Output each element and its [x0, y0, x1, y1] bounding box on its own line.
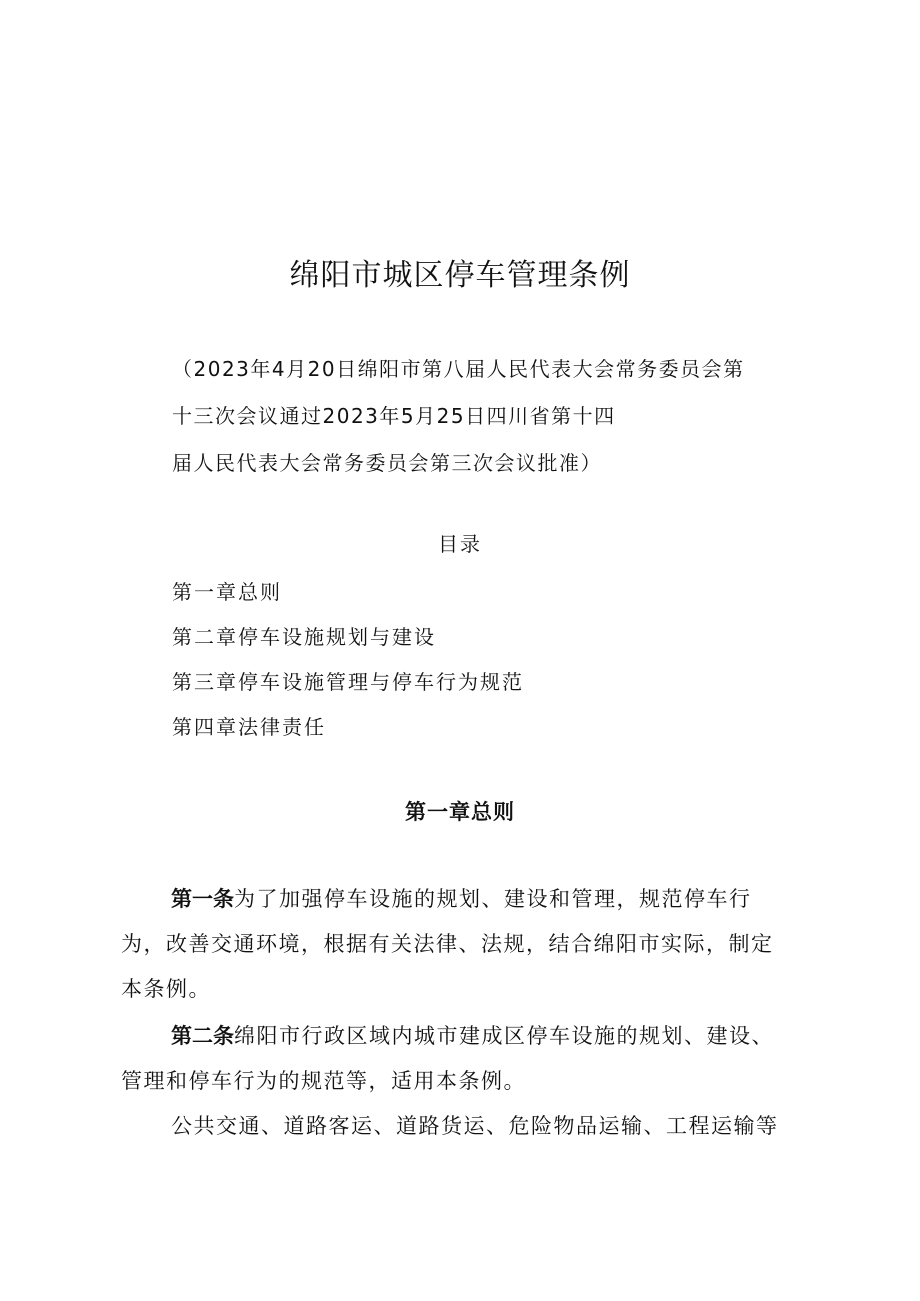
toc-item-chapter-2: 第二章停车设施规划与建设 [172, 625, 436, 649]
article-2 [121, 1014, 801, 1104]
article-line: 为，改善交通环境，根据有关法律、法规，结合绵阳市实际，制定 [121, 932, 774, 956]
toc-item-chapter-4: 第四章法律责任 [172, 715, 326, 739]
toc-list [172, 570, 524, 750]
article-line: 公共交通、道路客运、道路货运、危险物品运输、工程运输等 [171, 1114, 779, 1138]
article-line [121, 877, 801, 922]
adoption-note [172, 346, 812, 487]
article-line: 管理和停车行为的规范等，适用本条例。 [121, 1069, 526, 1093]
article-text: 为了加强停车设施的规划、建设和管理，规范停车行 [234, 887, 752, 911]
article-1 [121, 877, 801, 1012]
toc-item-chapter-3: 第三章停车设施管理与停车行为规范 [172, 670, 524, 694]
chapter-heading: 第一章总则 [405, 800, 515, 824]
adoption-note-line: 十三次会议通过2023年5月25日四川省第十四 [172, 404, 616, 428]
article-number: 第二条 [171, 1024, 234, 1048]
article-number: 第一条 [171, 887, 234, 911]
toc-heading: 目录 [438, 532, 482, 556]
adoption-note-line: （2023年4月20日绵阳市第八届人民代表大会常务委员会第 [172, 357, 745, 381]
article-text: 绵阳市行政区域内城市建成区停车设施的规划、建设、 [234, 1024, 774, 1048]
adoption-note-line: 届人民代表大会常务委员会第三次会议批准） [172, 451, 602, 475]
article-line: 本条例。 [121, 977, 211, 1001]
article-2-paragraph-2 [121, 1104, 801, 1149]
document-title: 绵阳市城区停车管理条例 [289, 258, 631, 293]
toc-item-chapter-1: 第一章总则 [172, 580, 282, 604]
article-line [121, 1014, 801, 1059]
